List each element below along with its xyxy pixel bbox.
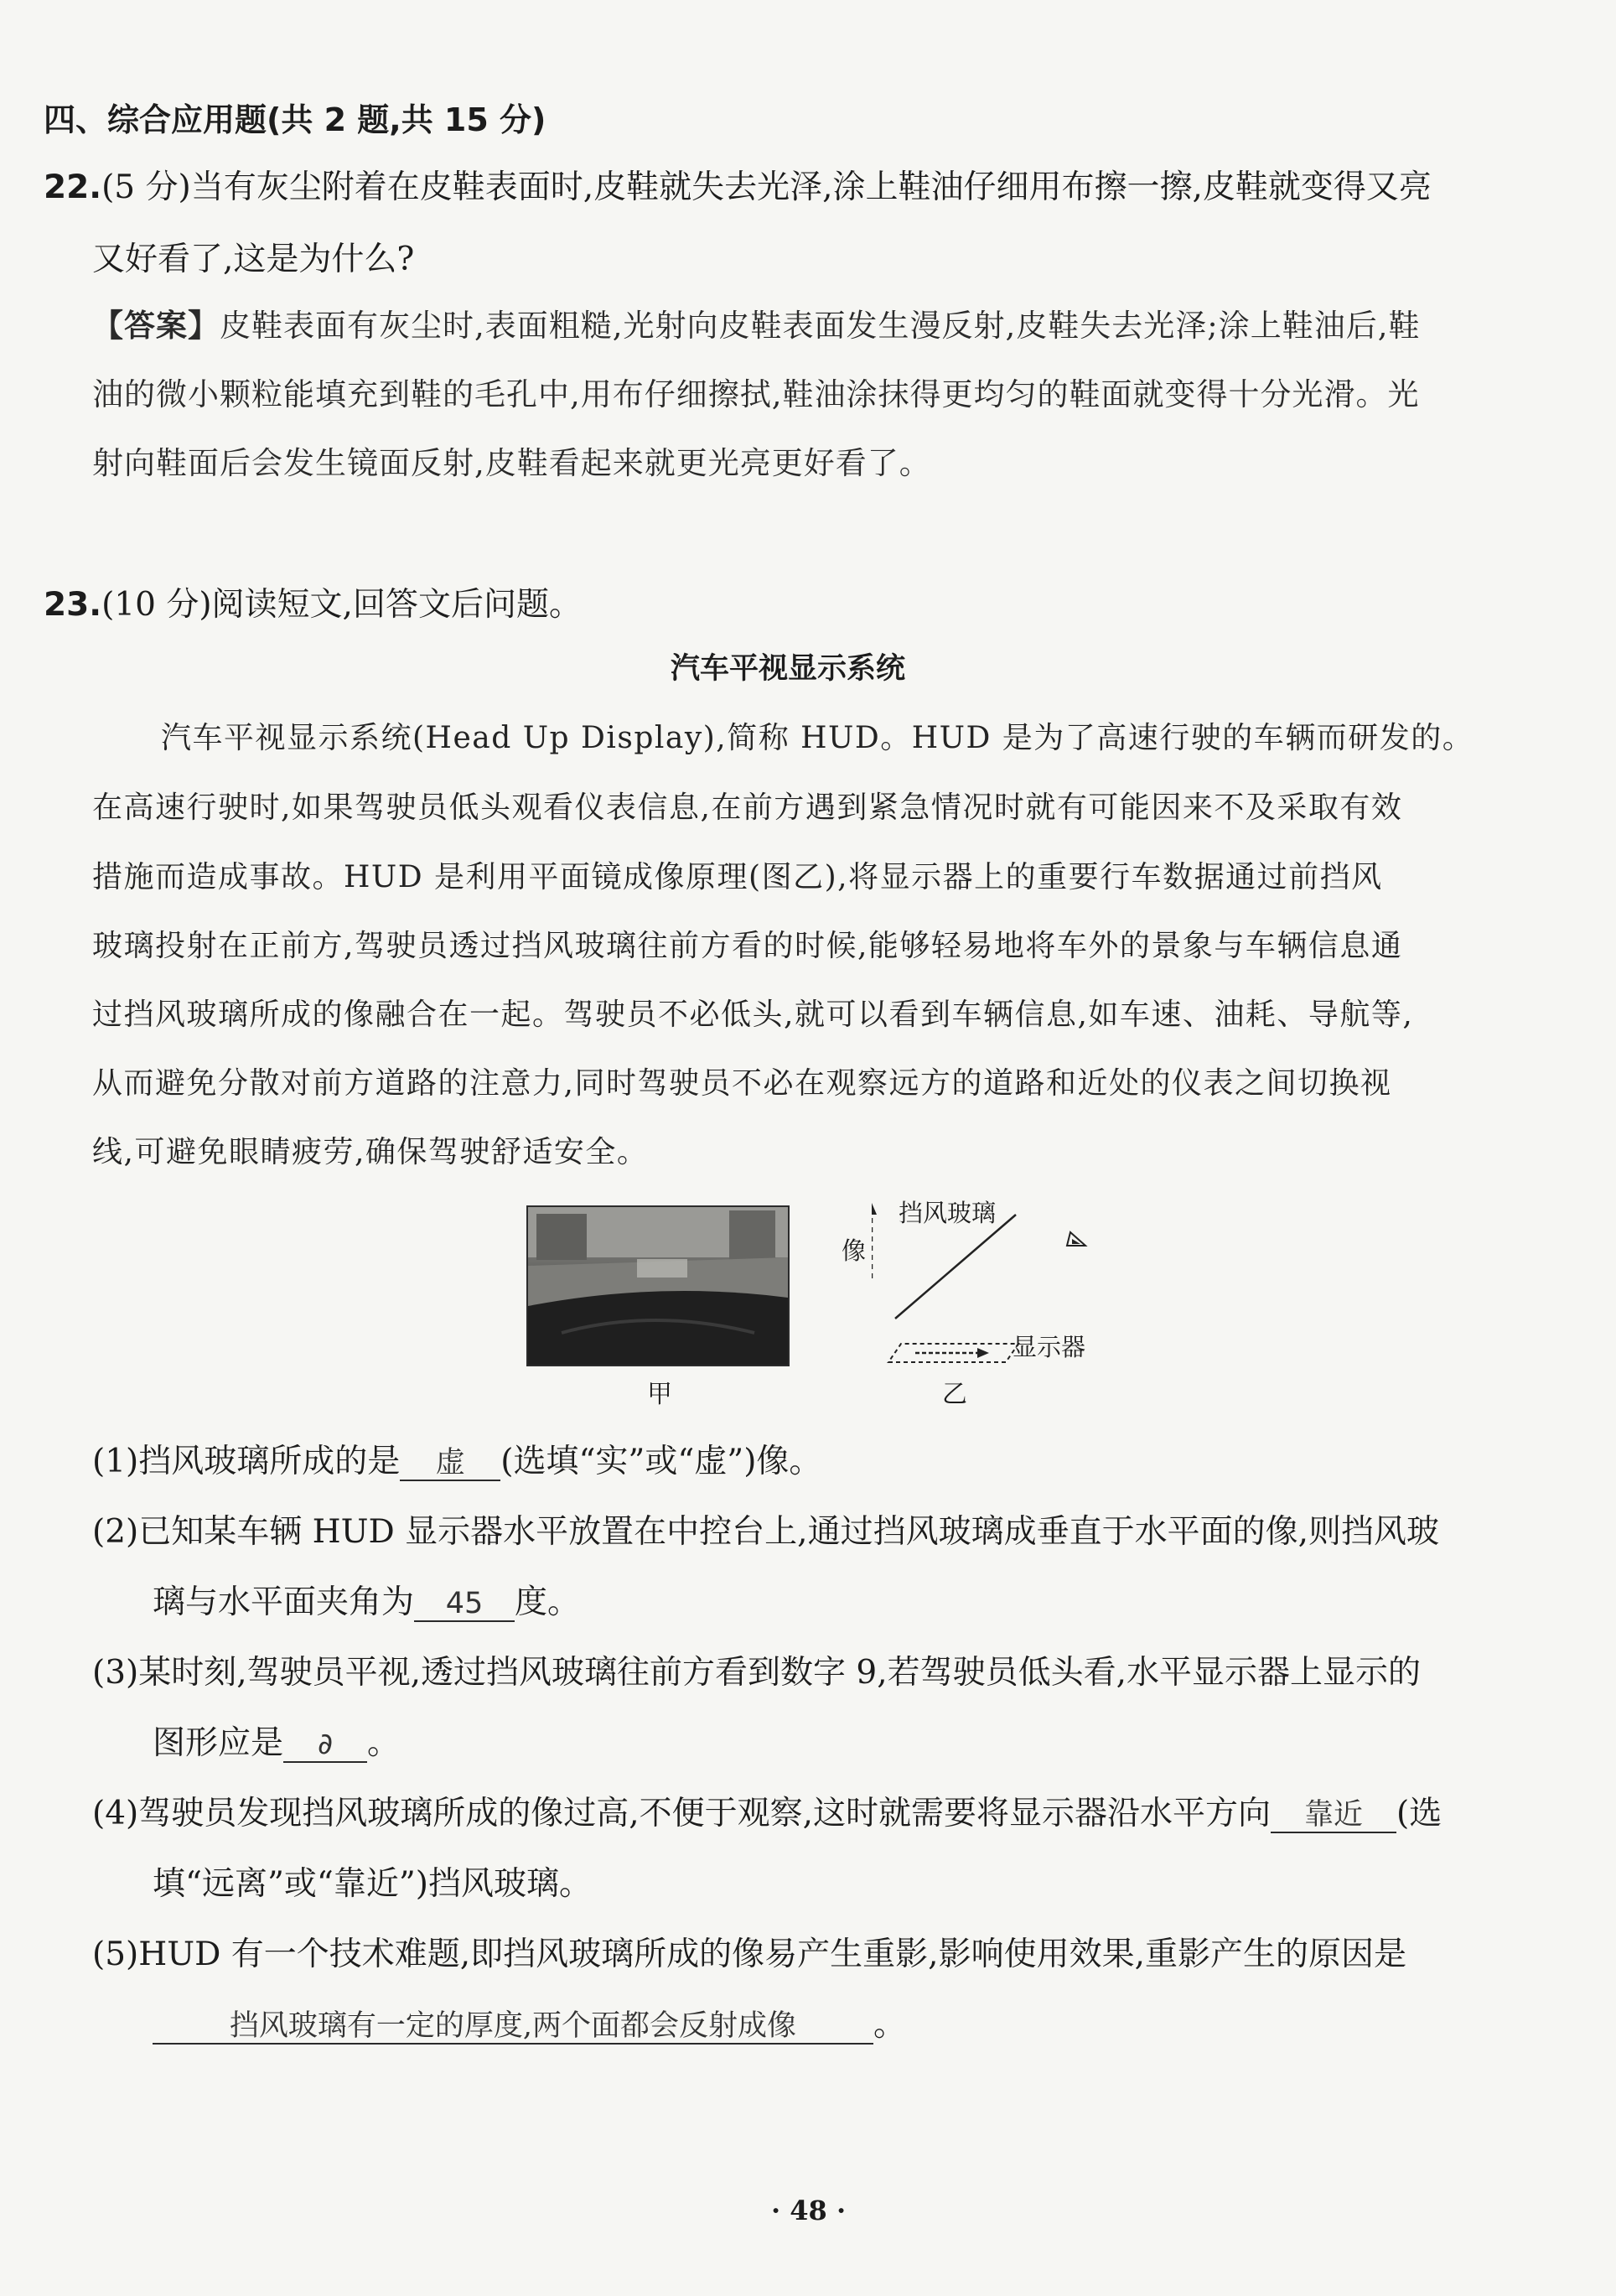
display-label: 显示器	[1013, 1333, 1086, 1361]
sub1-text-before: (1)挡风玻璃所成的是	[92, 1443, 401, 1480]
sub5-text-after: 。	[873, 2006, 907, 2044]
display-outline	[888, 1344, 1018, 1362]
sub5-answer-blank: 挡风玻璃有一定的厚度,两个面都会反射成像	[153, 2010, 873, 2045]
passage-line-6: 从而避免分散对前方道路的注意力,同时驾驶员不必在观察远方的道路和近处的仪表之间切换视	[92, 1066, 1392, 1101]
section-heading: 四、综合应用题(共 2 题,共 15 分)	[44, 101, 546, 138]
sub1-answer-blank: 虚	[400, 1447, 500, 1481]
sub3-text-before: 图形应是	[153, 1724, 284, 1762]
q22-number: 22.	[44, 168, 102, 206]
q23-intro-line	[44, 578, 582, 625]
q23-intro: (10 分)阅读短文,回答文后问题。	[101, 586, 582, 624]
sub3-text-after: 。	[367, 1724, 401, 1762]
q22-text-line2: 又好看了,这是为什么?	[92, 241, 415, 278]
passage-line-3: 措施而造成事故。HUD 是利用平面镜成像原理(图乙),将显示器上的重要行车数据通过前挡风	[92, 860, 1383, 894]
sub3-line1: (3)某时刻,驾驶员平视,透过挡风玻璃往前方看到数字 9,若驾驶员低头看,水平显示器上显示的	[92, 1654, 1422, 1692]
sub2-text-before: 璃与水平面夹角为	[153, 1583, 415, 1621]
figure-label-jia: 甲	[647, 1380, 672, 1409]
passage-line-2: 在高速行驶时,如果驾驶员低头观看仪表信息,在前方遇到紧急情况时就有可能因来不及采取有效	[92, 790, 1403, 825]
eye-icon	[1067, 1232, 1085, 1246]
image-label: 像	[842, 1236, 867, 1265]
q22-answer-line3: 射向鞋面后会发生镜面反射,皮鞋看起来就更光亮更好看了。	[92, 445, 931, 481]
passage-line-1: 汽车平视显示系统(Head Up Display),简称 HUD。HUD 是为了高速行驶的车辆而研发的。	[161, 721, 1474, 755]
q22-line1	[44, 161, 1432, 208]
sub3-answer-blank: ∂	[283, 1728, 367, 1763]
passage-title: 汽车平视显示系统	[671, 652, 906, 686]
q22-answer-text1: 皮鞋表面有灰尘时,表面粗糙,光射向皮鞋表面发生漫反射,皮鞋失去光泽;涂上鞋油后,鞋	[220, 308, 1421, 344]
windshield-label: 挡风玻璃	[899, 1199, 997, 1227]
hud-photo	[526, 1205, 790, 1366]
hud-photo-drawing	[528, 1207, 788, 1365]
q22-answer-line1	[92, 300, 1421, 345]
sub1-text-after: (选填“实”或“虚”)像。	[500, 1443, 822, 1480]
sub4-text-after: (选	[1396, 1795, 1442, 1832]
figure-label-yi: 乙	[942, 1380, 967, 1409]
q23-number: 23.	[44, 586, 102, 624]
page-number: · 48 ·	[771, 2195, 847, 2226]
sub2-answer-blank: 45	[414, 1588, 515, 1622]
sub2-text-after: 度。	[515, 1583, 581, 1621]
answer-tag: 【答案】	[92, 308, 220, 344]
sub5-line2	[153, 1998, 906, 2045]
sub1-line	[92, 1435, 821, 1482]
sub3-line2	[153, 1717, 400, 1764]
sub2-line2	[153, 1576, 580, 1623]
q22-answer-line2: 油的微小颗粒能填充到鞋的毛孔中,用布仔细擦拭,鞋油涂抹得更均匀的鞋面就变得十分光滑。光	[92, 376, 1420, 412]
display-arrow-head	[977, 1348, 989, 1358]
windshield-line	[895, 1215, 1016, 1319]
sub4-answer-blank: 靠近	[1271, 1799, 1396, 1833]
sub5-line1: (5)HUD 有一个技术难题,即挡风玻璃所成的像易产生重影,影响使用效果,重影产生的原因是	[92, 1936, 1406, 1973]
passage-line-4: 玻璃投射在正前方,驾驶员透过挡风玻璃往前方看的时候,能够轻易地将车外的景象与车辆信息通	[92, 929, 1403, 963]
passage-line-7: 线,可避免眼睛疲劳,确保驾驶舒适安全。	[92, 1135, 649, 1169]
passage-line-5: 过挡风玻璃所成的像融合在一起。驾驶员不必低头,就可以看到车辆信息,如车速、油耗、导航等,	[92, 998, 1414, 1032]
sub2-line1: (2)已知某车辆 HUD 显示器水平放置在中控台上,通过挡风玻璃成垂直于水平面的像,则挡风玻	[92, 1513, 1439, 1551]
sub4-line1	[92, 1787, 1442, 1834]
q22-text-line1: (5 分)当有灰尘附着在皮鞋表面时,皮鞋就失去光泽,涂上鞋油仔细用布擦一擦,皮鞋就变得又亮	[101, 168, 1432, 206]
image-arrow-head	[872, 1203, 877, 1215]
sub4-text-before: (4)驾驶员发现挡风玻璃所成的像过高,不便于观察,这时就需要将显示器沿水平方向	[92, 1795, 1272, 1832]
sub4-line2: 填“远离”或“靠近”)挡风玻璃。	[153, 1865, 592, 1903]
